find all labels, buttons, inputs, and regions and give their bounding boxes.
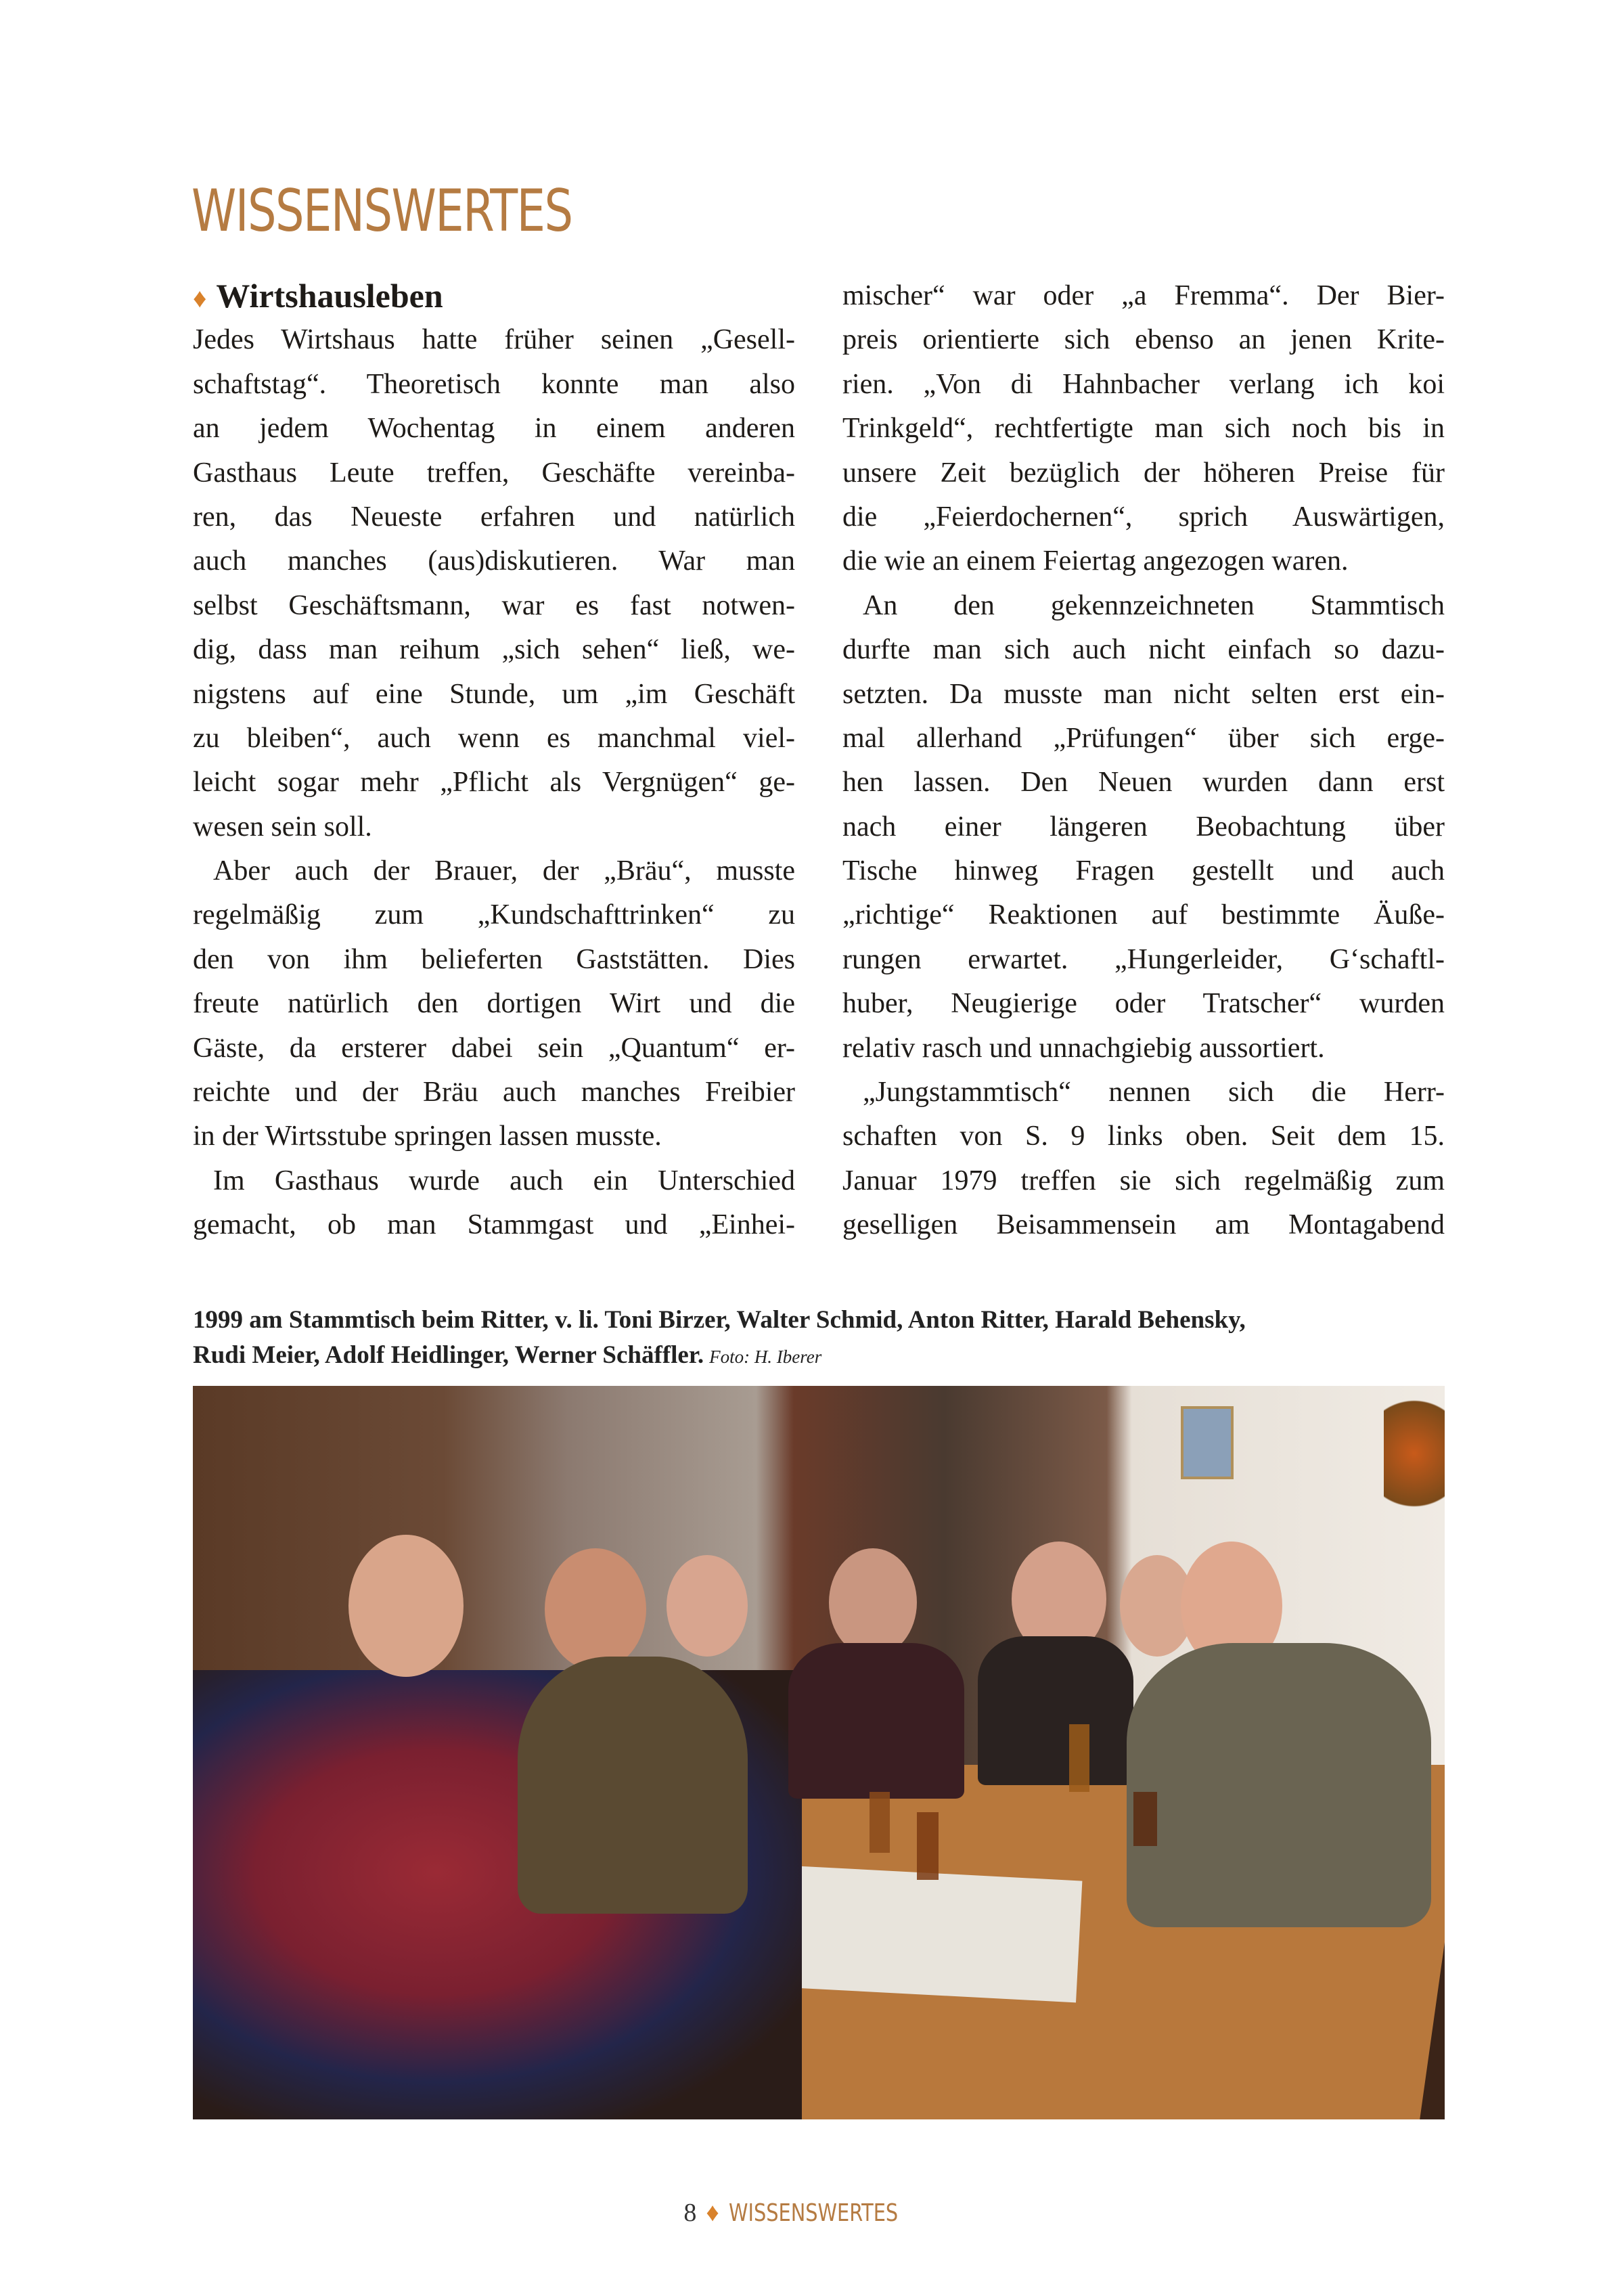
body-text-line: ren, das Neueste erfahren und natürlich xyxy=(193,501,795,533)
body-text-line: den von ihm belieferten Gaststätten. Dies xyxy=(193,943,795,975)
body-text-line: reichte und der Bräu auch manches Freibier xyxy=(193,1077,795,1108)
diamond-bullet-icon: ♦ xyxy=(193,283,207,313)
body-text-line: Gasthaus Leute treffen, Geschäfte vereinba- xyxy=(193,457,795,489)
body-text-line: in der Wirtsstube springen lassen musste. xyxy=(193,1121,662,1152)
body-text-line: huber, Neugierige oder Tratscher“ wurden xyxy=(842,988,1445,1020)
article-heading xyxy=(193,274,795,318)
body-text-line: die „Feierdochernen“, sprich Auswärtigen, xyxy=(842,501,1445,533)
section-title: WISSENSWERTES xyxy=(191,177,572,245)
body-text-line: rien. „Von di Hahnbacher verlang ich koi xyxy=(842,368,1445,400)
caption-line-2: Rudi Meier, Adolf Heidlinger, Werner Schäffler. xyxy=(193,1341,704,1369)
caption-line-1: 1999 am Stammtisch beim Ritter, v. li. Toni Birzer, Walter Schmid, Anton Ritter, Harald Behensky, xyxy=(193,1306,1246,1334)
body-text-line: Trinkgeld“, rechtfertigte man sich noch bis in xyxy=(842,413,1445,445)
body-text-line: nach einer längeren Beobachtung über xyxy=(842,811,1445,842)
article-column-right xyxy=(842,274,1445,1248)
body-text-line: Aber auch der Brauer, der „Bräu“, musste xyxy=(213,855,795,887)
body-text-line: Gäste, da ersterer dabei sein „Quantum“ er- xyxy=(193,1032,795,1064)
photo-credit: Foto: H. Iberer xyxy=(709,1347,822,1367)
body-text-line: freute natürlich den dortigen Wirt und die xyxy=(193,988,795,1020)
article-column-left xyxy=(193,274,795,1248)
body-text-line: die wie an einem Feiertag angezogen waren. xyxy=(842,545,1349,577)
body-text-line: auch manches (aus)diskutieren. War man xyxy=(193,545,795,577)
body-text-line: relativ rasch und unnachgiebig aussortiert. xyxy=(842,1032,1325,1064)
page-footer xyxy=(0,2198,1624,2228)
body-text-line: durfte man sich auch nicht einfach so dazu- xyxy=(842,634,1445,666)
body-text-line: setzten. Da musste man nicht selten erst ein- xyxy=(842,678,1445,710)
body-text-line: „richtige“ Reaktionen auf bestimmte Äuße- xyxy=(842,899,1445,931)
footer-section: WISSENSWERTES xyxy=(728,2199,899,2227)
body-text-line: regelmäßig zum „Kundschafttrinken“ zu xyxy=(193,899,795,931)
body-text-line: preis orientierte sich ebenso an jenen Krite- xyxy=(842,324,1445,356)
body-text-line: Tische hinweg Fragen gestellt und auch xyxy=(842,855,1445,887)
body-text-line: an jedem Wochentag in einem anderen xyxy=(193,413,795,445)
page-number: 8 xyxy=(683,2199,697,2227)
body-text-line: wesen sein soll. xyxy=(193,811,372,842)
body-text-line: hen lassen. Den Neuen wurden dann erst xyxy=(842,767,1445,799)
body-text-line: rungen erwartet. „Hungerleider, G‘schaftl- xyxy=(842,943,1445,975)
body-text-line: zu bleiben“, auch wenn es manchmal viel- xyxy=(193,722,795,754)
body-text-line: Januar 1979 treffen sie sich regelmäßig zum xyxy=(842,1165,1445,1196)
body-text-line: unsere Zeit bezüglich der höheren Preise für xyxy=(842,457,1445,489)
body-text-line: gemacht, ob man Stammgast und „Einhei- xyxy=(193,1209,795,1241)
photo-caption xyxy=(193,1303,1451,1374)
body-text-line: Jedes Wirtshaus hatte früher seinen „Gesell- xyxy=(193,324,795,356)
stammtisch-photo xyxy=(193,1386,1445,2119)
body-text-line: geselligen Beisammensein am Montagabend xyxy=(842,1209,1445,1241)
body-text-line: schaften von S. 9 links oben. Seit dem 15. xyxy=(842,1121,1445,1152)
body-text-line: schaftstag“. Theoretisch konnte man also xyxy=(193,368,795,400)
article-heading-text: Wirtshausleben xyxy=(216,277,443,315)
diamond-separator-icon: ♦ xyxy=(706,2199,719,2227)
body-text-line: nigstens auf eine Stunde, um „im Geschäft xyxy=(193,678,795,710)
body-text-line: mal allerhand „Prüfungen“ über sich erge- xyxy=(842,722,1445,754)
body-text-line: An den gekennzeichneten Stammtisch xyxy=(863,589,1445,621)
body-text-line: leicht sogar mehr „Pflicht als Vergnügen“ ge- xyxy=(193,767,795,799)
body-text-line: Im Gasthaus wurde auch ein Unterschied xyxy=(213,1165,795,1196)
body-text-line: selbst Geschäftsmann, war es fast notwen- xyxy=(193,589,795,621)
body-text-line: mischer“ war oder „a Fremma“. Der Bier- xyxy=(842,280,1445,311)
body-text-line: dig, dass man reihum „sich sehen“ ließ, we- xyxy=(193,634,795,666)
body-text-line: „Jungstammtisch“ nennen sich die Herr- xyxy=(863,1077,1445,1108)
